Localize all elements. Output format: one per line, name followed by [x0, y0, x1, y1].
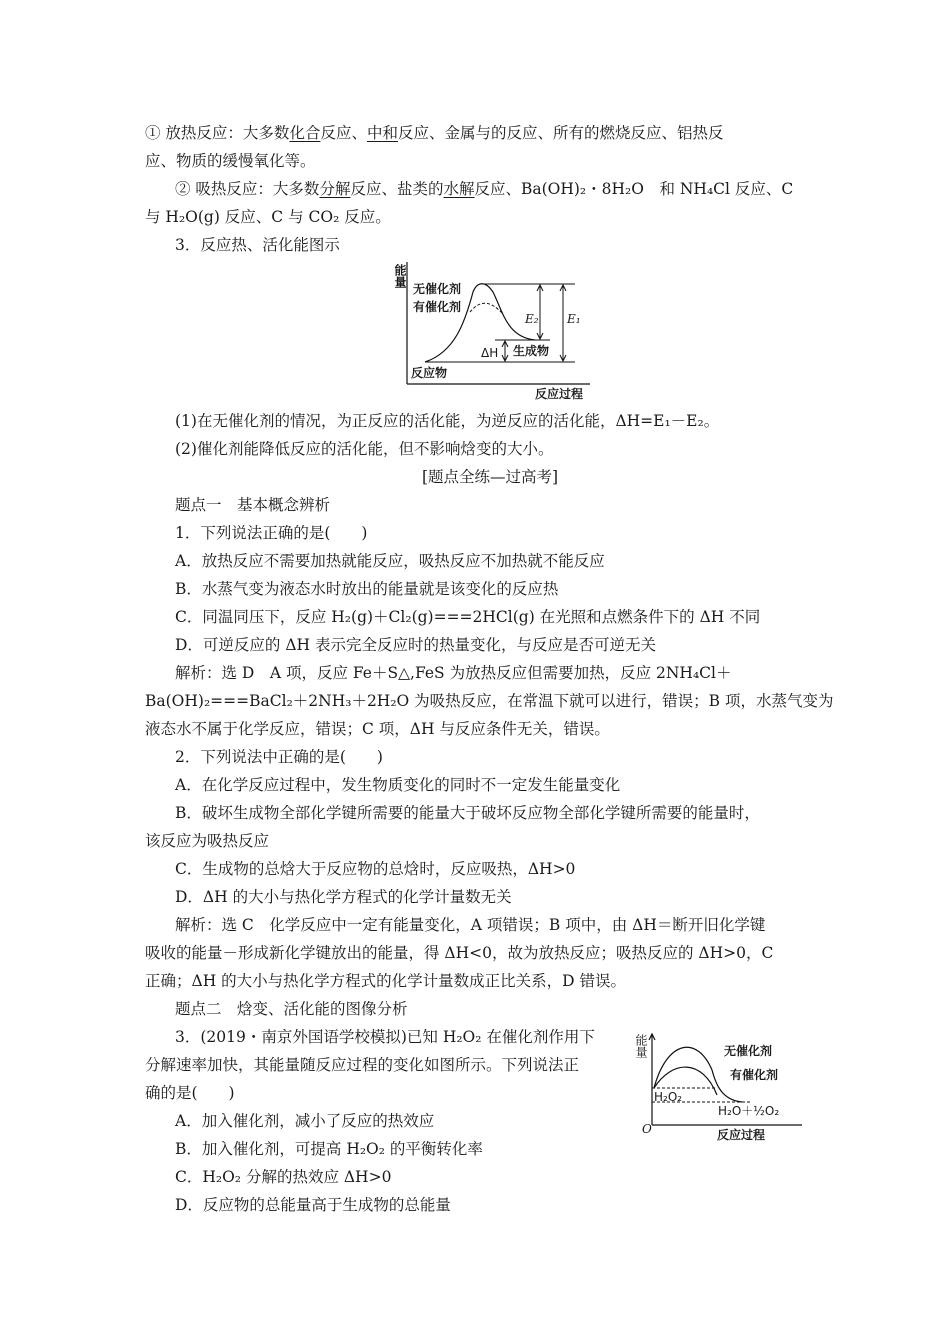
text: 反应、 — [320, 124, 367, 142]
q1-analysis-1: 解析：选 D A 项，反应 Fe＋S△,FeS 为放热反应但需要加热，反应 2NH₄Cl＋ — [175, 664, 732, 682]
origin-label: O — [642, 1122, 652, 1136]
underlined-text: 水解 — [443, 180, 475, 198]
note-2: (2)催化剂能降低反应的活化能，但不影响焓变的大小。 — [175, 440, 554, 458]
q2-analysis-1: 解析：选 C 化学反应中一定有能量变化，A 项错误；B 项中，由 ΔH＝断开旧化学键 — [175, 916, 766, 934]
question-3-line-2: 分解速率加快，其能量随反应过程的变化如图所示。下列说法正 — [145, 1056, 580, 1074]
note-1: (1)在无催化剂的情况，为正反应的活化能，为逆反应的活化能，ΔH=E₁－E₂。 — [175, 412, 720, 430]
reactant-label: H₂O₂ — [654, 1090, 683, 1104]
no-catalyst-label: 无催化剂 — [413, 282, 462, 296]
reactant-label: 反应物 — [411, 366, 448, 380]
figure-activation-energy — [385, 262, 595, 402]
text: 反应、Ba(OH)₂・8H₂O 和 NH₄Cl 反应、C — [474, 180, 794, 198]
q2-option-b-2: 该反应为吸热反应 — [145, 832, 270, 850]
q2-option-c: C．生成物的总焓大于反应物的总焓时，反应吸热，ΔH>0 — [175, 860, 576, 878]
question-2: 2．下列说法中正确的是( ) — [175, 748, 383, 766]
exothermic-line-2: 应、物质的缓慢氧化等。 — [145, 152, 316, 170]
y-axis-label: 能量 — [634, 1034, 648, 1058]
q3-option-a: A．加入催化剂，减小了反应的热效应 — [175, 1112, 435, 1130]
x-axis-label: 反应过程 — [717, 1128, 766, 1142]
y-axis-label: 能量 — [393, 264, 407, 288]
question-1: 1．下列说法正确的是( ) — [175, 524, 368, 542]
q3-option-c: C．H₂O₂ 分解的热效应 ΔH>0 — [175, 1168, 392, 1186]
text: ② 吸热反应：大多数 — [175, 180, 320, 198]
q3-option-d: D．反应物的总能量高于生成物的总能量 — [175, 1196, 451, 1214]
underlined-text: 分解 — [319, 180, 351, 198]
product-label: 生成物 — [513, 344, 550, 358]
q2-analysis-3: 正确；ΔH 的大小与热化学方程式的化学计量数成正比关系，D 错误。 — [145, 972, 626, 990]
q1-option-d: D．可逆反应的 ΔH 表示完全反应时的热量变化，与反应是否可逆无关 — [175, 636, 656, 654]
q1-analysis-3: 液态水不属于化学反应，错误；C 项，ΔH 与反应条件无关，错误。 — [145, 720, 610, 738]
q2-option-d: D．ΔH 的大小与热化学方程式的化学计量数无关 — [175, 888, 512, 906]
e1-label: E₁ — [567, 312, 581, 326]
q1-option-b: B．水蒸气变为液态水时放出的能量就是该变化的反应热 — [175, 580, 559, 598]
q2-option-b-1: B．破坏生成物全部化学键所需要的能量大于破坏反应物全部化学键所需要的能量时， — [175, 804, 760, 822]
product-label: H₂O＋½O₂ — [718, 1104, 780, 1118]
catalyzed-curve — [470, 303, 503, 314]
no-catalyst-label: 无催化剂 — [724, 1044, 773, 1058]
dh-label: ΔH — [481, 346, 499, 360]
endothermic-line-1 — [175, 178, 793, 200]
q2-analysis-2: 吸收的能量－形成新化学键放出的能量，得 ΔH<0，故为放热反应；吸热反应的 ΔH>0，C — [145, 944, 774, 962]
question-3-line-3: 确的是( ) — [145, 1084, 235, 1102]
practice-banner: [题点全练—过高考] — [422, 468, 559, 486]
topic-2-heading: 题点二 焓变、活化能的图像分析 — [175, 1000, 408, 1018]
q1-option-a: A．放热反应不需要加热就能反应，吸热反应不加热就不能反应 — [175, 552, 605, 570]
underlined-text: 化合 — [289, 124, 321, 142]
figure-h2o2-decomposition — [632, 1030, 807, 1145]
endothermic-line-2: 与 H₂O(g) 反应、C 与 CO₂ 反应。 — [145, 208, 391, 226]
q1-option-c: C．同温同压下，反应 H₂(g)＋Cl₂(g)===2HCl(g) 在光照和点燃条件下的 ΔH 不同 — [175, 608, 761, 626]
text: ① 放热反应：大多数 — [145, 124, 290, 142]
q1-analysis-2: Ba(OH)₂===BaCl₂＋2NH₃＋2H₂O 为吸热反应，在常温下就可以进行，错误；B 项，水蒸气变为 — [145, 692, 834, 710]
underlined-text: 中和 — [366, 124, 398, 142]
section-3-heading: 3．反应热、活化能图示 — [175, 236, 340, 254]
x-axis-label: 反应过程 — [535, 387, 584, 401]
q2-option-a: A．在化学反应过程中，发生物质变化的同时不一定发生能量变化 — [175, 776, 621, 794]
text: 反应、盐类的 — [350, 180, 444, 198]
q3-option-b: B．加入催化剂，可提高 H₂O₂ 的平衡转化率 — [175, 1140, 483, 1158]
with-catalyst-label: 有催化剂 — [413, 300, 462, 314]
with-catalyst-label: 有催化剂 — [730, 1068, 779, 1082]
e2-label: E₂ — [525, 312, 539, 326]
text: 反应、金属与的反应、所有的燃烧反应、铝热反 — [397, 124, 724, 142]
question-3-line-1: 3．(2019・南京外国语学校模拟)已知 H₂O₂ 在催化剂作用下 — [175, 1028, 595, 1046]
exothermic-line-1 — [145, 122, 724, 144]
topic-1-heading: 题点一 基本概念辨析 — [175, 496, 331, 514]
